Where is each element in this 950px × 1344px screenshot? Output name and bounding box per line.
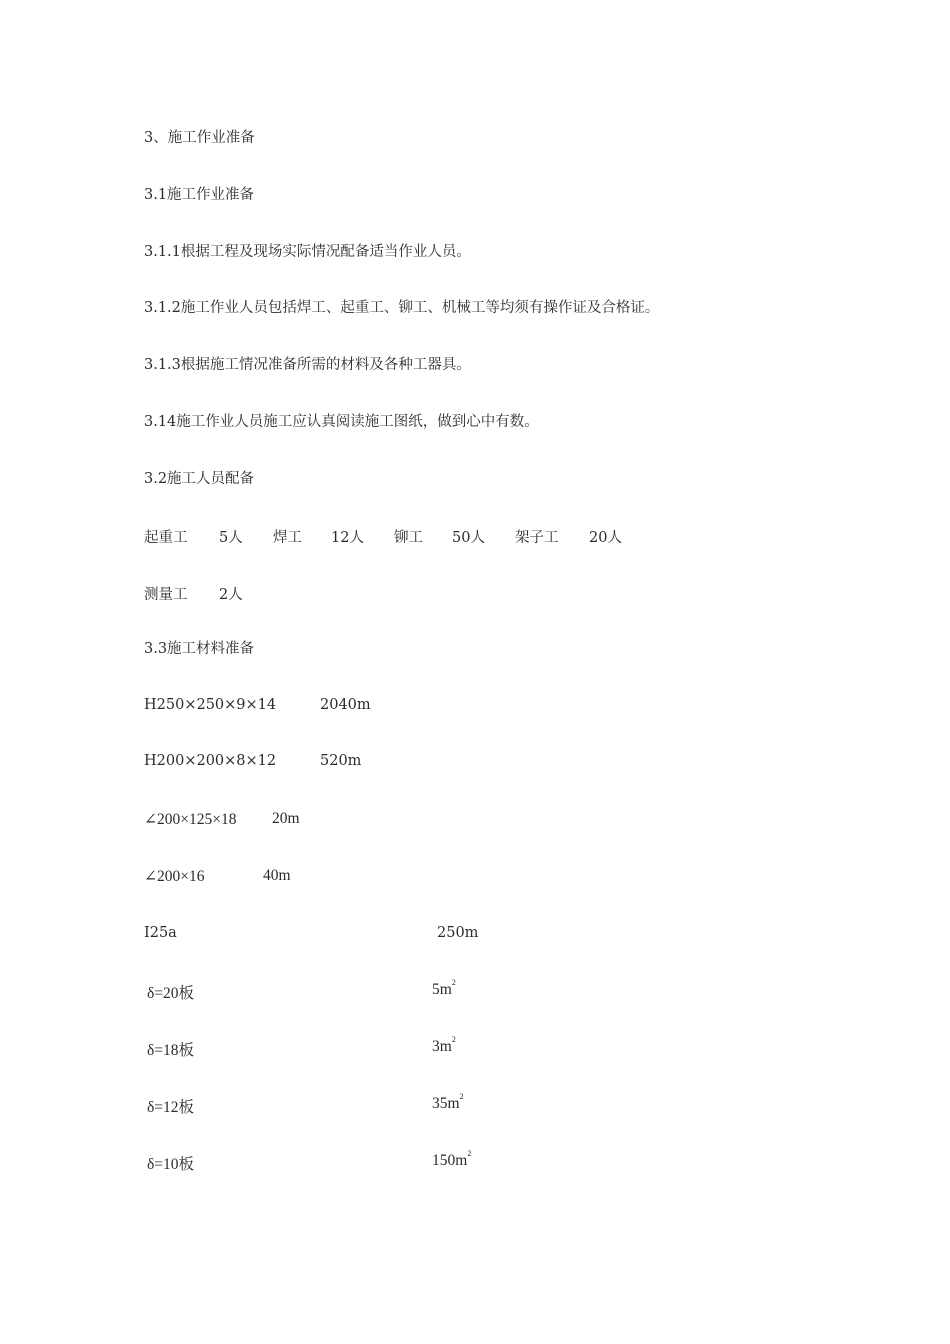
staff-heading: 3.2施工人员配备: [144, 471, 255, 487]
staff-count: 5人: [219, 530, 243, 546]
staff-count: 20人: [589, 530, 622, 546]
staff-row: [0, 526, 950, 546]
material-qty-value: 5m: [432, 981, 452, 998]
paragraph-3-1-4: 3.14施工作业人员施工应认真阅读施工图纸，做到心中有数。: [144, 414, 539, 430]
staff-count: 50人: [452, 530, 485, 546]
material-qty: 250m: [437, 925, 479, 941]
unit-superscript: 2: [451, 978, 456, 987]
materials-heading: 3.3施工材料准备: [144, 641, 255, 657]
staff-role: 架子工: [515, 530, 559, 546]
paragraph-3-1-3: 3.1.3根据施工情况准备所需的材料及各种工器具。: [144, 357, 471, 373]
material-name: H250×250×9×14: [144, 697, 277, 713]
staff-role: 起重工: [144, 530, 188, 546]
material-qty: [432, 1092, 464, 1113]
material-row: [0, 1092, 950, 1116]
section-heading: 3、施工作业准备: [144, 130, 255, 146]
staff-role: 焊工: [273, 530, 302, 546]
material-row: [0, 867, 950, 887]
staff-row: [0, 583, 950, 603]
material-qty: [432, 1149, 472, 1170]
unit-superscript: 2: [459, 1092, 464, 1101]
unit-superscript: 2: [467, 1149, 472, 1158]
paragraph-3-1-2: 3.1.2施工作业人员包括焊工、起重工、铆工、机械工等均须有操作证及合格证。: [144, 300, 660, 316]
material-name: δ=20板: [147, 985, 195, 1002]
unit-superscript: 2: [451, 1035, 456, 1044]
subsection-heading: 3.1施工作业准备: [144, 187, 255, 203]
material-qty-value: 150m: [432, 1152, 468, 1169]
material-name: δ=12板: [147, 1099, 195, 1116]
material-name: H200×200×8×12: [144, 753, 277, 769]
material-qty: [432, 1035, 456, 1056]
material-name: I25a: [144, 925, 177, 941]
material-qty-value: 3m: [432, 1038, 452, 1055]
material-row: [0, 1035, 950, 1059]
staff-role: 测量工: [144, 587, 188, 603]
material-row: [0, 753, 950, 773]
material-qty: 20m: [272, 810, 300, 827]
material-row: [0, 810, 950, 830]
material-qty: 2040m: [320, 697, 371, 713]
material-name: ∠200×16: [144, 868, 205, 885]
material-qty-value: 35m: [432, 1095, 460, 1112]
staff-role: 铆工: [394, 530, 423, 546]
material-row: [0, 1149, 950, 1173]
material-qty: [432, 978, 456, 999]
material-name: ∠200×125×18: [144, 811, 237, 828]
staff-count: 12人: [331, 530, 364, 546]
staff-count: 2人: [219, 587, 243, 603]
material-row: [0, 978, 950, 1002]
paragraph-3-1-1: 3.1.1根据工程及现场实际情况配备适当作业人员。: [144, 244, 471, 260]
material-name: δ=18板: [147, 1042, 195, 1059]
material-row: [0, 697, 950, 717]
material-name: δ=10板: [147, 1156, 195, 1173]
material-row: [0, 925, 950, 945]
material-qty: 520m: [320, 753, 362, 769]
material-qty: 40m: [263, 867, 291, 884]
